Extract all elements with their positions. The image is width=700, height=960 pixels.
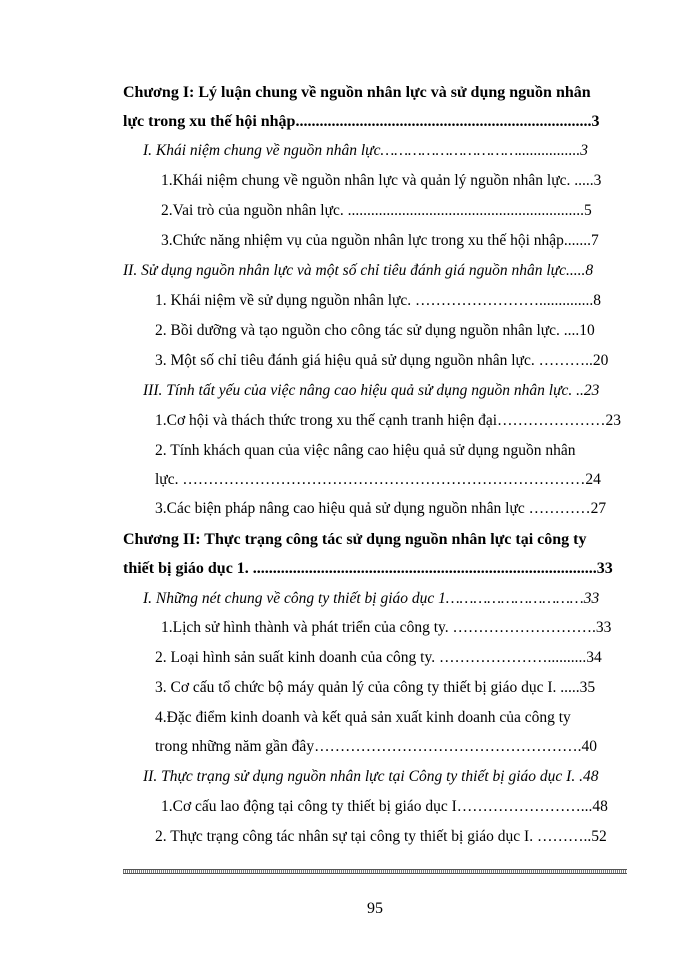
chapter-2-section-1: I. Những nét chung về công ty thiết bị giáo dục 1…………………………33 bbox=[143, 590, 600, 607]
section-3-item-3: 3.Các biện pháp nâng cao hiệu quả sử dụng nguồn nhân lực …………27 bbox=[155, 500, 607, 517]
section-2-item-2: 2. Bồi dưỡng và tạo nguồn cho công tác sử dụng nguồn nhân lực. ....10 bbox=[155, 322, 595, 339]
section-1-item-2: 2.Vai trò của nguồn nhân lực. .............................................................5 bbox=[161, 202, 592, 219]
page-number: 95 bbox=[367, 900, 383, 917]
section-3-item-2: 2. Tính khách quan của việc nâng cao hiệu quả sử dụng nguồn nhân bbox=[155, 442, 576, 459]
section-2: II. Sử dụng nguồn nhân lực và một số chỉ tiêu đánh giá nguồn nhân lực.....8 bbox=[123, 262, 594, 279]
chapter-2-section-1-item-4-cont: trong những năm gần đây…………………………………………….40 bbox=[155, 738, 597, 755]
chapter-2-section-1-item-4: 4.Đặc điểm kinh doanh và kết quả sản xuất kinh doanh của công ty bbox=[155, 709, 571, 726]
section-2-item-3: 3. Một số chỉ tiêu đánh giá hiệu quả sử dụng nguồn nhân lực. ………..20 bbox=[155, 352, 609, 369]
chapter-1-title: Chương I: Lý luận chung về nguồn nhân lực và sử dụng nguồn nhân bbox=[123, 84, 591, 101]
chapter-2-section-2-item-1: 1.Cơ cấu lao động tại công ty thiết bị giáo dục I……………………...48 bbox=[161, 798, 608, 815]
section-2-item-1: 1. Khái niệm về sử dụng nguồn nhân lực. ……………………..............8 bbox=[155, 292, 602, 309]
chapter-2-section-2-item-2: 2. Thực trạng công tác nhân sự tại công ty thiết bị giáo dục I. ………..52 bbox=[155, 828, 607, 845]
chapter-2-title: Chương II: Thực trạng công tác sử dụng nguồn nhân lực tại công ty bbox=[123, 531, 587, 548]
chapter-2-section-1-item-1: 1.Lịch sử hình thành và phát triển của công ty. ……………………….33 bbox=[161, 619, 612, 636]
chapter-2-section-2: II. Thực trạng sử dụng nguồn nhân lực tại Công ty thiết bị giáo dục I. .48 bbox=[143, 768, 599, 785]
section-1-item-1: 1.Khái niệm chung về nguồn nhân lực và quản lý nguồn nhân lực. .....3 bbox=[161, 172, 602, 189]
footer-divider bbox=[123, 869, 627, 874]
chapter-2-section-1-item-3: 3. Cơ cấu tổ chức bộ máy quản lý của công ty thiết bị giáo dục I. .....35 bbox=[155, 679, 596, 696]
section-3-item-1: 1.Cơ hội và thách thức trong xu thế cạnh tranh hiện đại…………………23 bbox=[155, 412, 622, 429]
section-3-item-2-cont: lực. ……………………………………………………………………24 bbox=[155, 471, 601, 488]
chapter-2-section-1-item-2: 2. Loại hình sản suất kinh doanh của công ty. …………………..........34 bbox=[155, 649, 602, 666]
chapter-2-title-cont: thiết bị giáo dục 1. ......................................................................................33 bbox=[123, 560, 613, 577]
section-1: I. Khái niệm chung về nguồn nhân lực…………………………................3 bbox=[143, 142, 589, 159]
section-3: III. Tính tất yếu của việc nâng cao hiệu quả sử dụng nguồn nhân lực. ..23 bbox=[143, 382, 600, 399]
chapter-1-title-cont: lực trong xu thế hội nhập..........................................................................3 bbox=[123, 113, 600, 130]
section-1-item-3: 3.Chức năng nhiệm vụ của nguồn nhân lực trong xu thế hội nhập.......7 bbox=[161, 232, 599, 249]
